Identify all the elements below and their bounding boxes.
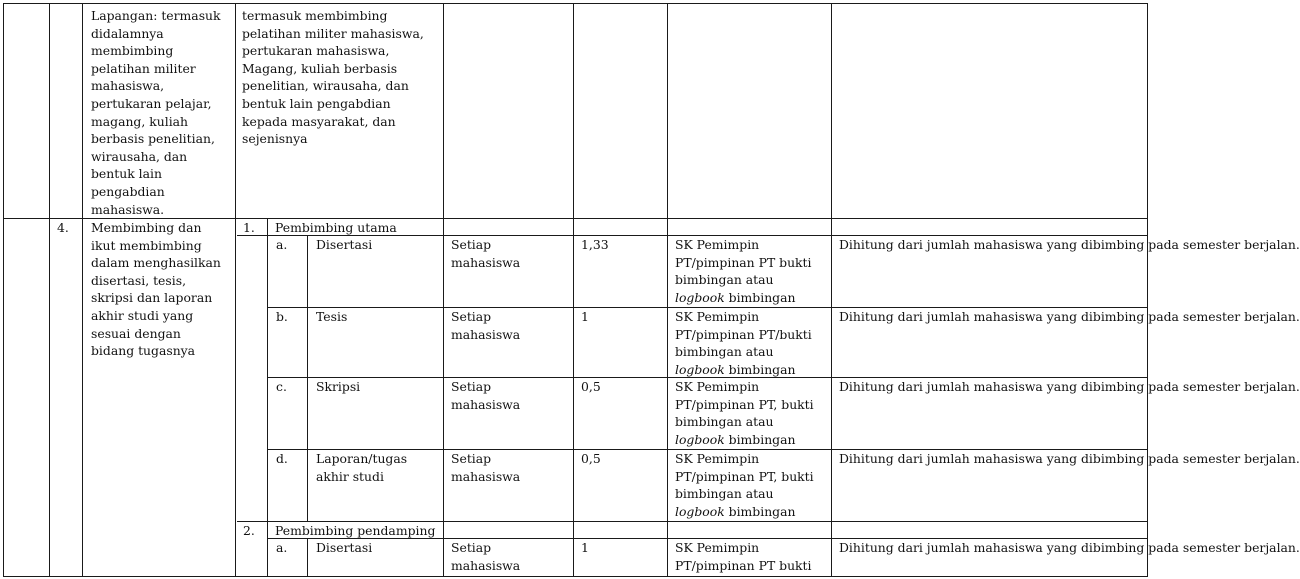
table-border-top [3, 3, 1148, 4]
table-border-left [3, 3, 4, 577]
item-evidence [675, 308, 812, 378]
sub-col-divider [267, 218, 268, 577]
item-name: Disertasi [316, 540, 373, 555]
table-border-bottom [3, 576, 1148, 577]
item-evidence [675, 539, 812, 574]
activity-text: Membimbing dan ikut membimbing dalam menghasilkan disertasi, tesis, skripsi dan laporan akhir studi yang sesuai dengan bidang tugasnya [91, 220, 221, 359]
evidence-line: SK Pemimpin [675, 540, 760, 555]
item-unit: Setiap mahasiswa [451, 451, 521, 484]
item-name: Skripsi [316, 379, 361, 394]
evidence-line: SK Pemimpin [675, 309, 760, 324]
evidence-line: PT/pimpinan PT bukti [675, 557, 812, 573]
evidence-line: PT/pimpinan PT, bukti [675, 396, 814, 412]
col-divider [831, 3, 832, 577]
item-letter: d. [276, 451, 288, 466]
evidence-tail: bimbingan [724, 503, 796, 519]
evidence-tail: bimbingan [724, 431, 796, 447]
table-border-right [1147, 3, 1148, 577]
activity-text: Lapangan: termasuk didalamnya membimbing pelatihan militer mahasiswa, pertukaran pelajar, magang, kuliah berbasis penelitian, wirausaha, dan bentuk lain pengabdian mahasiswa. [91, 8, 221, 217]
item-unit: Setiap mahasiswa [451, 309, 521, 342]
item-note: Dihitung dari jumlah mahasiswa yang dibimbing pada semester berjalan. [839, 379, 1300, 394]
item-letter: b. [276, 309, 288, 324]
evidence-italic: logbook [675, 431, 725, 447]
group-title: Pembimbing utama [275, 220, 397, 235]
evidence-line: SK Pemimpin [675, 379, 760, 394]
evidence-line: PT/pimpinan PT/bukti [675, 326, 812, 342]
group-number: 2. [243, 523, 255, 538]
evidence-line: PT/pimpinan PT bukti [675, 254, 812, 270]
item-unit: Setiap mahasiswa [451, 237, 521, 270]
evidence-italic: logbook [675, 503, 725, 519]
col-divider [667, 3, 668, 577]
item-letter: a. [276, 237, 288, 252]
item-credit: 1 [581, 540, 589, 555]
sub-col-divider [307, 235, 308, 522]
evidence-line: SK Pemimpin [675, 237, 760, 252]
evidence-line: PT/pimpinan PT, bukti [675, 468, 814, 484]
item-credit: 1 [581, 309, 589, 324]
item-credit: 0,5 [581, 379, 601, 394]
item-evidence [675, 450, 814, 520]
item-name: Laporan/tugas akhir studi [316, 451, 408, 484]
sub-col-divider [307, 538, 308, 577]
row-number: 4. [57, 220, 69, 235]
item-note: Dihitung dari jumlah mahasiswa yang dibimbing pada semester berjalan. [839, 451, 1300, 466]
group-title: Pembimbing pendamping [275, 523, 436, 538]
item-credit: 0,5 [581, 451, 601, 466]
item-letter: a. [276, 540, 288, 555]
item-credit: 1,33 [581, 237, 609, 252]
evidence-tail: bimbingan [724, 289, 796, 305]
item-unit: Setiap mahasiswa [451, 540, 521, 573]
item-evidence [675, 378, 814, 448]
col-divider [443, 3, 444, 577]
col-divider [49, 3, 50, 577]
item-note: Dihitung dari jumlah mahasiswa yang dibimbing pada semester berjalan. [839, 309, 1300, 324]
col-divider [82, 3, 83, 577]
group-number: 1. [243, 220, 255, 235]
item-name: Tesis [316, 309, 348, 324]
evidence-tail: bimbingan [724, 361, 796, 377]
item-name: Disertasi [316, 237, 373, 252]
activity-detail: termasuk membimbing pelatihan militer mahasiswa, pertukaran mahasiswa, Magang, kuliah berbasis penelitian, wirausaha, dan bentuk lain pengabdian kepada masyarakat, dan sejenisnya [242, 8, 424, 147]
evidence-line: bimbingan atau [675, 414, 774, 430]
col-divider [573, 3, 574, 577]
evidence-line: bimbingan atau [675, 272, 774, 288]
item-note: Dihitung dari jumlah mahasiswa yang dibimbing pada semester berjalan. [839, 237, 1300, 252]
evidence-line: SK Pemimpin [675, 451, 760, 466]
item-note: Dihitung dari jumlah mahasiswa yang dibimbing pada semester berjalan. [839, 540, 1300, 555]
evidence-line: bimbingan atau [675, 486, 774, 502]
item-letter: c. [276, 379, 287, 394]
item-evidence [675, 236, 812, 306]
evidence-italic: logbook [675, 289, 725, 305]
item-unit: Setiap mahasiswa [451, 379, 521, 412]
col-divider [235, 3, 236, 577]
evidence-italic: logbook [675, 361, 725, 377]
evidence-line: bimbingan atau [675, 344, 774, 360]
